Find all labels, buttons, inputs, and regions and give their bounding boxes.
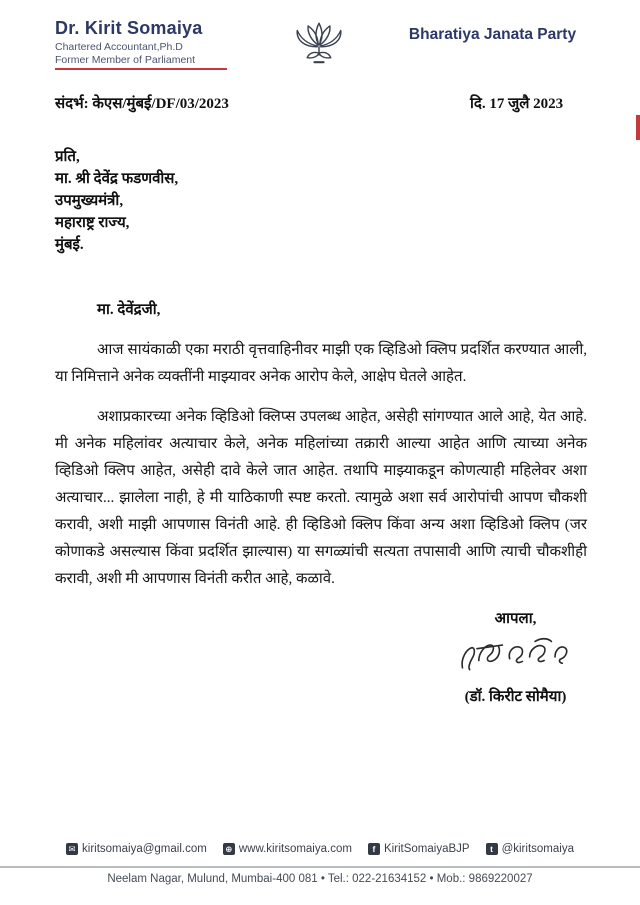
- party-name: Bharatiya Janata Party: [408, 26, 577, 43]
- footer-address: Neelam Nagar, Mulund, Mumbai-400 081 • Tel.: 022-21634152 • Mob.: 9869220027: [107, 873, 533, 885]
- bjp-lotus-icon: [290, 18, 348, 77]
- recipient-block: [55, 146, 178, 256]
- body-paragraph-1: आज सायंकाळी एका मराठी वृत्तवाहिनीवर माझी एक व्हिडिओ क्लिप प्रदर्शित करण्यात आली, या निमित्ताने अनेक व्यक्तींनी माझ्यावर अनेक आरोप केले, आक्षेप घेतले आहेत.: [55, 342, 587, 385]
- email-icon: ✉: [66, 843, 78, 855]
- recipient-line: मा. श्री देवेंद्र फडणवीस,: [55, 171, 179, 187]
- footer-contact-website: [223, 843, 352, 855]
- closing-block: [438, 608, 593, 706]
- recipient-line: महाराष्ट्र राज्य,: [55, 215, 130, 231]
- salutation: मा. देवेंद्रजी,: [97, 302, 161, 318]
- recipient-line: उपमुख्यमंत्री,: [55, 193, 124, 209]
- facebook-text: KiritSomaiyaBJP: [383, 843, 470, 855]
- twitter-icon: t: [486, 843, 498, 855]
- footer-contacts: [0, 843, 640, 855]
- recipient-line: प्रति,: [55, 149, 80, 165]
- sender-name: Dr. Kirit Somaiya: [55, 18, 203, 38]
- footer-contact-facebook: [368, 843, 470, 855]
- website-text: www.kiritsomaiya.com: [238, 843, 352, 855]
- body-paragraph-2: अशाप्रकारच्या अनेक व्हिडिओ क्लिप्स उपलब्ध आहेत, असेही सांगण्यात आले आहे, येत आहे. मी अनेक महिलांवर अत्याचार केले, अनेक महिलांच्या तक्रारी आल्या आहेत आणि त्याच्या अनेक व्हिडिओ क्लिप आहेत, असेही दावे केले जात आहेत. तथापि माझ्याकडून कोणत्याही महिलेवर अशा अत्याचार... झालेला नाही, हे मी याठिकाणी स्पष्ट करतो. त्यामुळे अशा सर्व आरोपांची आपण चौकशी करावी, अशी माझी आपणास विनंती आहे. ही व्हिडिओ क्लिप किंवा अन्य अशा व्हिडिओ क्लिप (जर कोणाकडे असल्यास किंवा प्रदर्शित झाल्यास) या सगळ्यांची सत्यता तपासावी आणि त्याची चौकशीही करावी, अशी मी आपणास विनंती करीत आहे, कळावे.: [55, 409, 587, 587]
- email-text: kiritsomaiya@gmail.com: [82, 843, 207, 855]
- recipient-line: मुंबई.: [55, 237, 84, 253]
- letter-date: दि. 17 जुलै 2023: [470, 96, 564, 112]
- valediction: आपला,: [494, 611, 537, 627]
- facebook-icon: f: [368, 843, 380, 855]
- twitter-text: @kiritsomaiya: [501, 843, 574, 855]
- reference-number: संदर्भ: केएस/मुंबई/DF/03/2023: [55, 96, 229, 112]
- footer-contact-email: [66, 843, 207, 855]
- globe-icon: ⊕: [223, 843, 235, 855]
- header-red-rule: [55, 68, 227, 70]
- sender-title-1: Chartered Accountant,Ph.D: [55, 41, 183, 53]
- scan-edge-mark: [636, 115, 640, 140]
- signatory-name: (डॉ. किरीट सोमैया): [464, 689, 567, 705]
- handwritten-signature: [438, 633, 593, 684]
- sender-title-2: Former Member of Parliament: [55, 54, 196, 66]
- footer-divider: [0, 866, 640, 868]
- footer-contact-twitter: [486, 843, 574, 855]
